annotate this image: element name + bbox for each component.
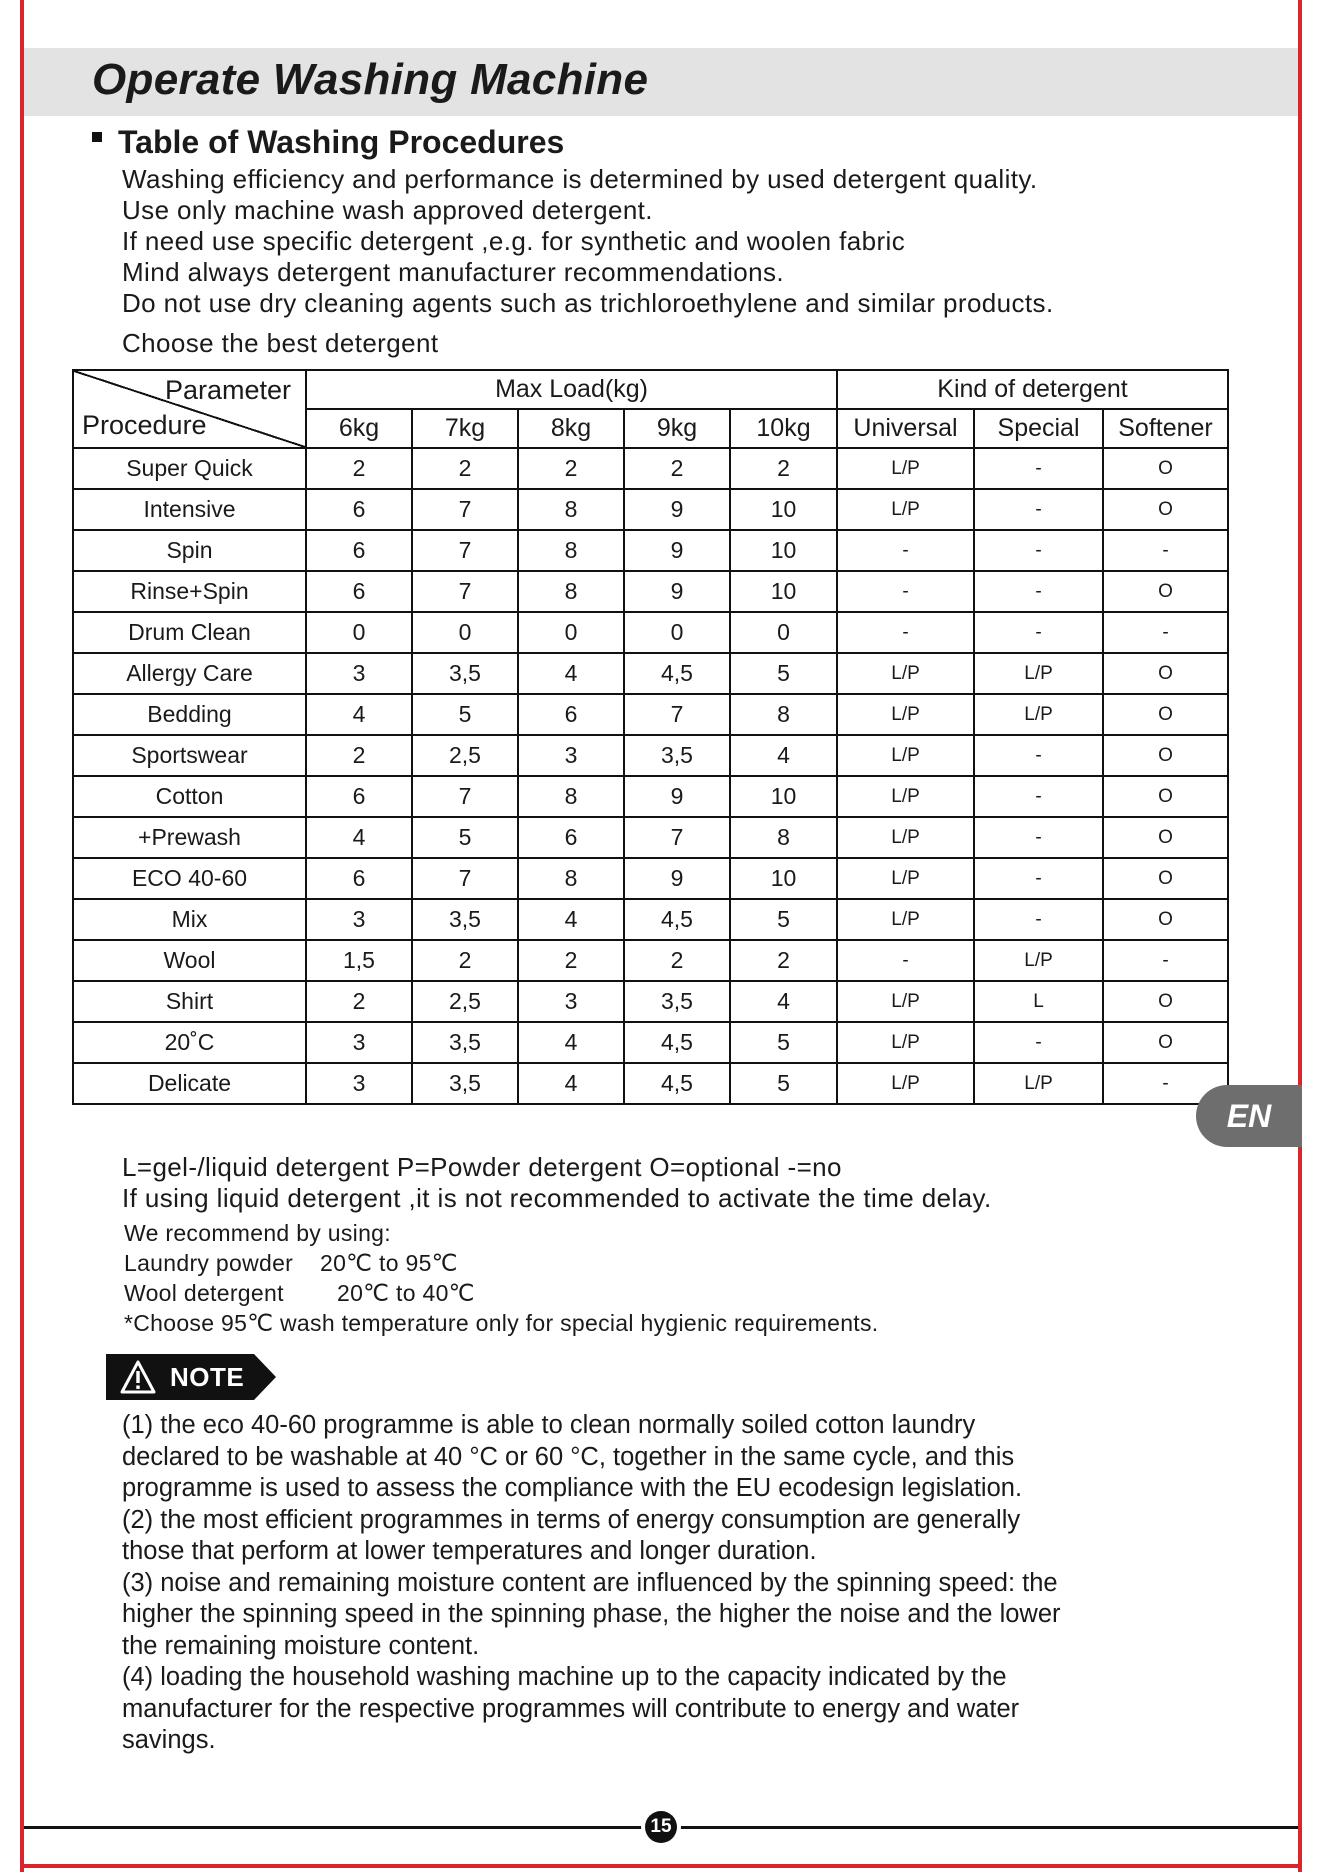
column-header: 9kg [624,409,730,448]
max-load-cell: 4,5 [624,1063,730,1104]
table-row [73,530,1228,571]
procedure-name-cell: Bedding [73,694,306,735]
detergent-cell: - [1103,612,1228,653]
intro-line: Washing efficiency and performance is determined by used detergent quality. [122,164,1038,194]
max-load-cell: 6 [306,489,412,530]
recommendation-block [124,1218,879,1338]
detergent-cell: O [1103,858,1228,899]
procedure-name-cell: Spin [73,530,306,571]
detergent-group-header: Kind of detergent [837,370,1228,409]
detergent-cell: O [1103,653,1228,694]
detergent-cell: L/P [837,776,974,817]
max-load-cell: 2 [306,735,412,776]
detergent-cell: - [974,1022,1103,1063]
powder-label: Laundry powder [124,1250,294,1276]
note-line: (1) the eco 40-60 programme is able to clean normally soiled cotton laundry [122,1411,976,1439]
max-load-cell: 6 [306,530,412,571]
procedure-name-cell: Shirt [73,981,306,1022]
column-header: Softener [1103,409,1228,448]
max-load-cell: 3 [518,981,624,1022]
max-load-cell: 8 [730,817,837,858]
max-load-cell: 8 [730,694,837,735]
detergent-cell: - [974,776,1103,817]
detergent-cell: - [837,571,974,612]
max-load-cell: 3,5 [412,1063,518,1104]
max-load-cell: 2 [730,940,837,981]
max-load-cell: 3 [306,899,412,940]
square-bullet-icon [92,132,102,142]
procedure-name-cell: 20˚C [73,1022,306,1063]
table-row [73,448,1228,489]
detergent-cell: L/P [837,1063,974,1104]
max-load-cell: 4 [518,899,624,940]
table-row [73,817,1228,858]
max-load-cell: 8 [518,571,624,612]
max-load-cell: 6 [518,694,624,735]
table-corner-cell [73,370,306,448]
detergent-cell: - [1103,1063,1228,1104]
max-load-cell: 4 [518,653,624,694]
intro-line: Mind always detergent manufacturer recommendations. [122,257,785,287]
detergent-cell: - [837,940,974,981]
column-header: 6kg [306,409,412,448]
max-load-cell: 2 [306,448,412,489]
detergent-cell: L/P [974,1063,1103,1104]
recommend-powder [124,1248,879,1278]
max-load-cell: 2 [624,940,730,981]
max-load-cell: 3 [518,735,624,776]
section-heading [92,122,564,162]
detergent-cell: - [837,530,974,571]
detergent-cell: L/P [837,694,974,735]
max-load-cell: 4 [518,1022,624,1063]
detergent-cell: O [1103,735,1228,776]
procedure-name-cell: Drum Clean [73,612,306,653]
max-load-cell: 4 [730,735,837,776]
note-line: manufacturer for the respective programmes will contribute to energy and water [122,1694,1020,1723]
detergent-cell: - [974,817,1103,858]
max-load-cell: 8 [518,858,624,899]
max-load-cell: 4 [518,1063,624,1104]
detergent-cell: O [1103,571,1228,612]
max-load-cell: 7 [624,817,730,858]
max-load-cell: 0 [412,612,518,653]
note-line: savings. [122,1726,216,1754]
detergent-cell: L/P [974,653,1103,694]
max-load-cell: 7 [624,694,730,735]
note-line: higher the spinning speed in the spinning phase, the higher the noise and the lower [122,1600,1061,1628]
max-load-cell: 5 [730,899,837,940]
table-row [73,858,1228,899]
procedure-name-cell: Super Quick [73,448,306,489]
detergent-cell: - [974,571,1103,612]
max-load-cell: 2 [412,448,518,489]
table-row [73,612,1228,653]
max-load-cell: 2 [518,940,624,981]
detergent-cell: - [974,735,1103,776]
table-row [73,1063,1228,1104]
max-load-cell: 3,5 [412,899,518,940]
max-load-cell: 4 [306,694,412,735]
powder-range: 20℃ to 95℃ [320,1250,458,1276]
max-load-cell: 10 [730,489,837,530]
table-row [73,653,1228,694]
note-badge [106,1354,276,1400]
max-load-cell: 8 [518,489,624,530]
detergent-cell: O [1103,1022,1228,1063]
max-load-cell: 6 [306,858,412,899]
detergent-cell: L/P [837,858,974,899]
detergent-cell: - [974,612,1103,653]
corner-parameter-label: Parameter [164,375,291,405]
table-row [73,1022,1228,1063]
note-line: the remaining moisture content. [122,1631,480,1660]
detergent-cell: L/P [837,981,974,1022]
max-load-cell: 9 [624,776,730,817]
recommend-intro: We recommend by using: [124,1220,391,1246]
max-load-cell: 2 [730,448,837,489]
procedure-name-cell: Allergy Care [73,653,306,694]
table-row [73,899,1228,940]
max-load-cell: 6 [306,776,412,817]
procedure-name-cell: ECO 40-60 [73,858,306,899]
column-header: Universal [837,409,974,448]
procedure-name-cell: Cotton [73,776,306,817]
legend [122,1152,992,1214]
detergent-cell: - [974,489,1103,530]
notes-text [122,1410,1061,1757]
language-tab-en: EN [1196,1085,1302,1147]
detergent-cell: O [1103,489,1228,530]
washing-procedures-table [72,369,1229,1105]
max-load-cell: 0 [518,612,624,653]
max-load-cell: 3,5 [412,1022,518,1063]
max-load-cell: 3 [306,1063,412,1104]
max-load-cell: 3,5 [624,981,730,1022]
table-row [73,735,1228,776]
max-load-cell: 3,5 [412,653,518,694]
detergent-cell: - [974,899,1103,940]
max-load-cell: 4,5 [624,653,730,694]
max-load-cell: 10 [730,776,837,817]
max-load-cell: 7 [412,858,518,899]
max-load-cell: 2 [518,448,624,489]
max-load-cell: 2 [306,981,412,1022]
max-load-group-header: Max Load(kg) [306,370,837,409]
max-load-cell: 8 [518,530,624,571]
recommend-hygiene: *Choose 95℃ wash temperature only for special hygienic requirements. [124,1310,879,1336]
max-load-cell: 5 [730,653,837,694]
detergent-cell: O [1103,899,1228,940]
max-load-cell: 3,5 [624,735,730,776]
detergent-cell: - [974,858,1103,899]
intro-line: Do not use dry cleaning agents such as trichloroethylene and similar products. [122,288,1054,318]
note-line: (2) the most efficient programmes in terms of energy consumption are generally [122,1505,1021,1534]
max-load-cell: 2,5 [412,981,518,1022]
table-row [73,940,1228,981]
detergent-cell: O [1103,448,1228,489]
table-row [73,571,1228,612]
max-load-cell: 8 [518,776,624,817]
recommend-wool [124,1278,879,1308]
max-load-cell: 0 [624,612,730,653]
max-load-cell: 7 [412,571,518,612]
max-load-cell: 2 [624,448,730,489]
max-load-cell: 6 [518,817,624,858]
procedure-name-cell: Sportswear [73,735,306,776]
detergent-cell: L/P [974,694,1103,735]
procedure-name-cell: Rinse+Spin [73,571,306,612]
max-load-cell: 3 [306,653,412,694]
corner-procedure-label: Procedure [82,410,207,440]
detergent-cell: L/P [837,1022,974,1063]
max-load-cell: 0 [730,612,837,653]
max-load-cell: 4 [306,817,412,858]
note-line: declared to be washable at 40 °C or 60 °C, together in the same cycle, and this [122,1442,1015,1471]
max-load-cell: 3 [306,1022,412,1063]
legend-time-delay-note: If using liquid detergent ,it is not recommended to activate the time delay. [122,1183,992,1213]
detergent-cell: L/P [837,735,974,776]
page-title: Operate Washing Machine [92,55,649,104]
table-row [73,489,1228,530]
choose-detergent-text: Choose the best detergent [122,328,439,358]
detergent-cell: L [974,981,1103,1022]
detergent-cell: L/P [837,448,974,489]
max-load-cell: 9 [624,530,730,571]
note-badge-label: NOTE [170,1362,245,1392]
max-load-cell: 7 [412,489,518,530]
detergent-cell: - [974,530,1103,571]
max-load-cell: 5 [730,1022,837,1063]
max-load-cell: 7 [412,530,518,571]
max-load-cell: 4 [730,981,837,1022]
frame-left-border [20,0,24,1872]
detergent-cell: L/P [837,899,974,940]
detergent-cell: O [1103,981,1228,1022]
detergent-cell: - [974,448,1103,489]
procedure-name-cell: +Prewash [73,817,306,858]
column-header: 8kg [518,409,624,448]
max-load-cell: 0 [306,612,412,653]
detergent-cell: L/P [837,653,974,694]
max-load-cell: 5 [412,817,518,858]
intro-line: If need use specific detergent ,e.g. for synthetic and woolen fabric [122,226,906,256]
intro-text [122,164,1054,319]
max-load-cell: 9 [624,571,730,612]
max-load-cell: 5 [412,694,518,735]
column-header: 10kg [730,409,837,448]
max-load-cell: 10 [730,530,837,571]
max-load-cell: 2,5 [412,735,518,776]
frame-bottom-border [20,1864,1302,1868]
max-load-cell: 10 [730,571,837,612]
detergent-cell: O [1103,694,1228,735]
max-load-cell: 5 [730,1063,837,1104]
page-number: 15 [645,1811,677,1843]
detergent-cell: - [1103,940,1228,981]
table-header-row [73,370,1228,409]
detergent-cell: L/P [837,817,974,858]
detergent-cell: L/P [837,489,974,530]
legend-codes: L=gel-/liquid detergent P=Powder detergent O=optional -=no [122,1152,842,1182]
frame-right-border [1298,0,1302,1872]
max-load-cell: 2 [412,940,518,981]
max-load-cell: 9 [624,858,730,899]
intro-line: Use only machine wash approved detergent. [122,195,653,225]
max-load-cell: 4,5 [624,899,730,940]
note-line: (3) noise and remaining moisture content are influenced by the spinning speed: the [122,1568,1058,1597]
warning-triangle-icon [120,1360,156,1394]
max-load-cell: 10 [730,858,837,899]
max-load-cell: 7 [412,776,518,817]
procedure-name-cell: Mix [73,899,306,940]
note-line: those that perform at lower temperatures and longer duration. [122,1537,817,1565]
table-row [73,981,1228,1022]
wool-label: Wool detergent [124,1280,284,1306]
detergent-cell: - [1103,530,1228,571]
column-header: 7kg [412,409,518,448]
detergent-cell: L/P [974,940,1103,981]
wool-range: 20℃ to 40℃ [337,1280,475,1306]
column-header: Special [974,409,1103,448]
table-row [73,694,1228,735]
max-load-cell: 4,5 [624,1022,730,1063]
max-load-cell: 1,5 [306,940,412,981]
max-load-cell: 9 [624,489,730,530]
detergent-cell: O [1103,776,1228,817]
detergent-cell: O [1103,817,1228,858]
max-load-cell: 6 [306,571,412,612]
note-line: programme is used to assess the compliance with the EU ecodesign legislation. [122,1474,1023,1502]
procedure-name-cell: Wool [73,940,306,981]
procedure-name-cell: Delicate [73,1063,306,1104]
note-line: (4) loading the household washing machine up to the capacity indicated by the [122,1663,1007,1691]
section-heading-text: Table of Washing Procedures [118,124,565,160]
procedure-name-cell: Intensive [73,489,306,530]
table-row [73,776,1228,817]
detergent-cell: - [837,612,974,653]
